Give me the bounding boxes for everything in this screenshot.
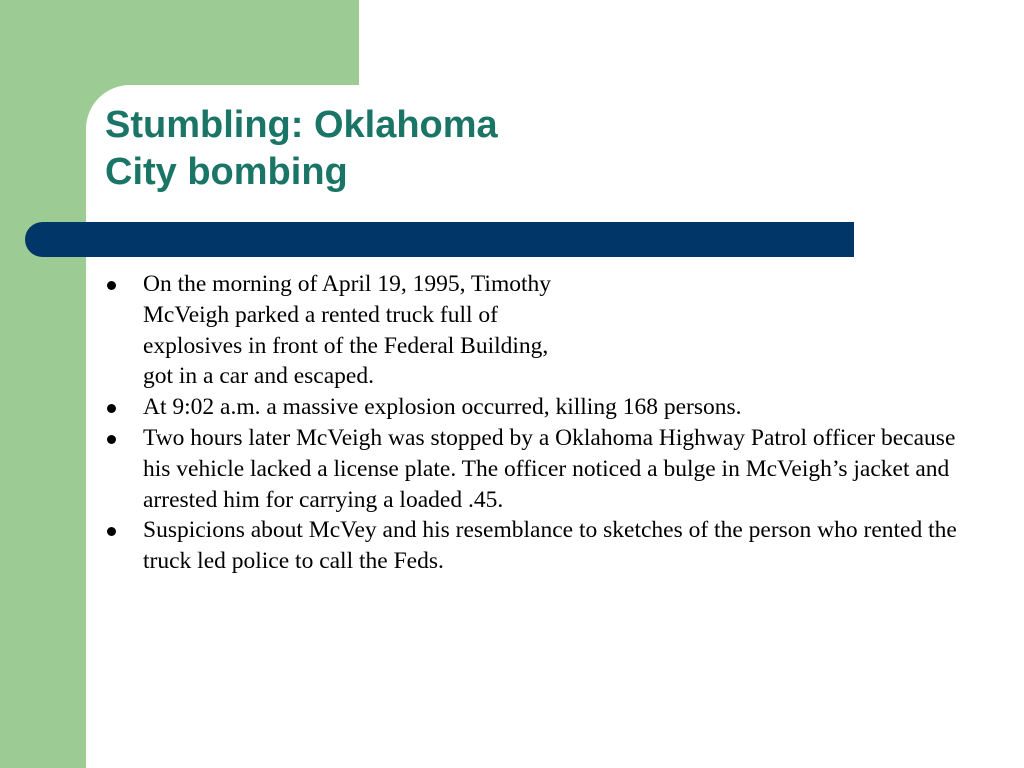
bullet-dot-icon	[107, 527, 116, 536]
bullet-text: Suspicions about McVey and his resemblance to sketches of the person who rented the truck led police to call the Feds.	[143, 517, 957, 575]
title-divider-bar	[25, 222, 854, 257]
bullet-item	[101, 423, 961, 515]
slide-title-line-2: City bombing	[105, 151, 348, 193]
bullet-item	[101, 392, 961, 423]
bullet-dot-icon	[107, 404, 116, 413]
bullet-text: On the morning of April 19, 1995, Timothy McVeigh parked a rented truck full of explosives in front of the Federal Building, got in a car and escaped.	[143, 271, 552, 390]
bullet-dot-icon	[107, 435, 116, 444]
bullet-list	[101, 269, 961, 577]
bullet-text: At 9:02 a.m. a massive explosion occurred, killing 168 persons.	[143, 394, 742, 421]
bullet-dot-icon	[107, 281, 116, 290]
slide-title	[105, 102, 805, 196]
bullet-item	[101, 269, 961, 392]
slide-title-line-1: Stumbling: Oklahoma	[105, 104, 498, 146]
bullet-item	[101, 515, 961, 577]
bullet-text: Two hours later McVeigh was stopped by a Oklahoma Highway Patrol officer because his vehicle lacked a license plate. The officer noticed a bulge in McVeigh’s jacket and arrested him for carrying a loaded .45.	[143, 424, 956, 513]
